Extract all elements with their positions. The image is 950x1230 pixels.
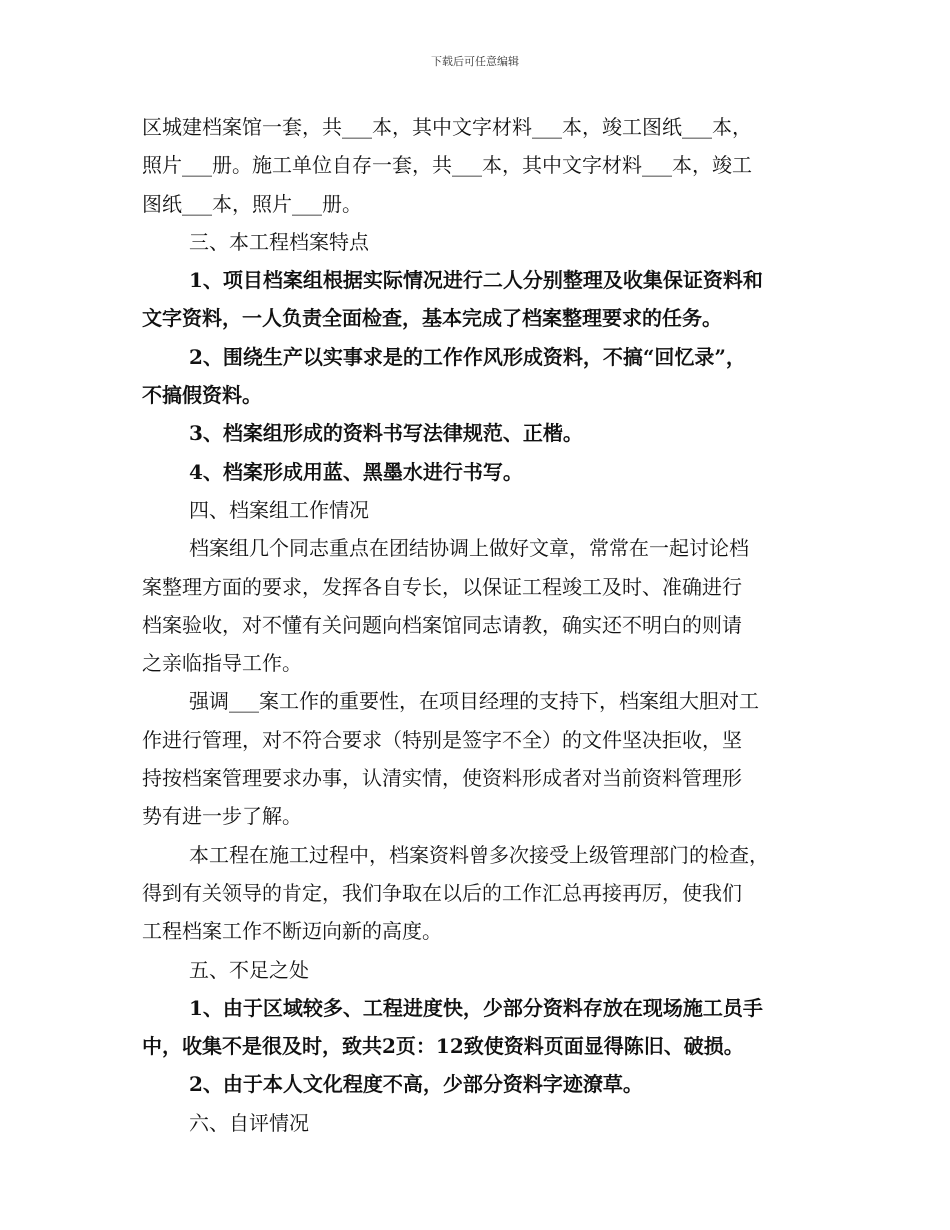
text-line: 档案验收，对不懂有关问题向档案馆同志请教，确实还不明白的则请 [142,612,742,637]
text-line: 文字资料，一人负责全面检查，基本完成了档案整理要求的任务。 [142,306,722,331]
text-line: 持按档案管理要求办事，认清实情，使资料形成者对当前资料管理形 [142,766,742,791]
list-item: 1、由于区域较多、工程进度快，少部分资料存放在现场施工员手 [189,995,763,1020]
text-line: 案整理方面的要求，发挥各自专长，以保证工程竣工及时、准确进行 [142,574,742,599]
paragraph-line: 档案组几个同志重点在团结协调上做好文章，常常在一起讨论档 [189,536,749,561]
section-heading: 三、本工程档案特点 [189,229,369,254]
list-item: 1、项目档案组根据实际情况进行二人分别整理及收集保证资料和 [189,268,763,293]
page-header-note: 下载后可任意编辑 [431,55,519,68]
section-heading: 四、档案组工作情况 [189,497,369,522]
text-line: 作进行管理，对不符合要求（特别是签字不全）的文件坚决拒收，坚 [142,727,742,752]
list-item: 2、围绕生产以实事求是的工作作风形成资料，不搞“回忆录”， [189,344,746,369]
section-heading: 五、不足之处 [189,957,309,982]
text-line: 工程档案工作不断迈向新的高度。 [142,919,442,944]
text-line: 中，收集不是很及时，致共2页：12致使资料页面显得陈旧、破损。 [142,1034,744,1059]
section-heading: 六、自评情况 [189,1110,309,1135]
document-body [142,108,814,1142]
text-line: 得到有关领导的肯定，我们争取在以后的工作汇总再接再厉，使我们 [142,880,742,905]
paragraph-line: 强调___案工作的重要性，在项目经理的支持下，档案组大胆对工 [189,689,759,714]
text-line: 区城建档案馆一套，共___本，其中文字材料___本，竣工图纸___本， [142,115,752,139]
text-line: 照片___册。施工单位自存一套，共___本，其中文字材料___本，竣工 [142,153,752,178]
text-line: 图纸___本，照片___册。 [142,191,362,216]
text-line: 不搞假资料。 [142,383,262,408]
list-item: 4、档案形成用蓝、黑墨水进行书写。 [189,459,523,484]
paragraph-line: 本工程在施工过程中，档案资料曾多次接受上级管理部门的检查， [189,842,769,867]
list-item: 3、档案组形成的资料书写法律规范、正楷。 [189,421,583,446]
text-line: 之亲临指导工作。 [142,651,302,676]
text-line: 势有进一步了解。 [142,804,302,829]
list-item: 2、由于本人文化程度不高，少部分资料字迹潦草。 [189,1072,643,1097]
